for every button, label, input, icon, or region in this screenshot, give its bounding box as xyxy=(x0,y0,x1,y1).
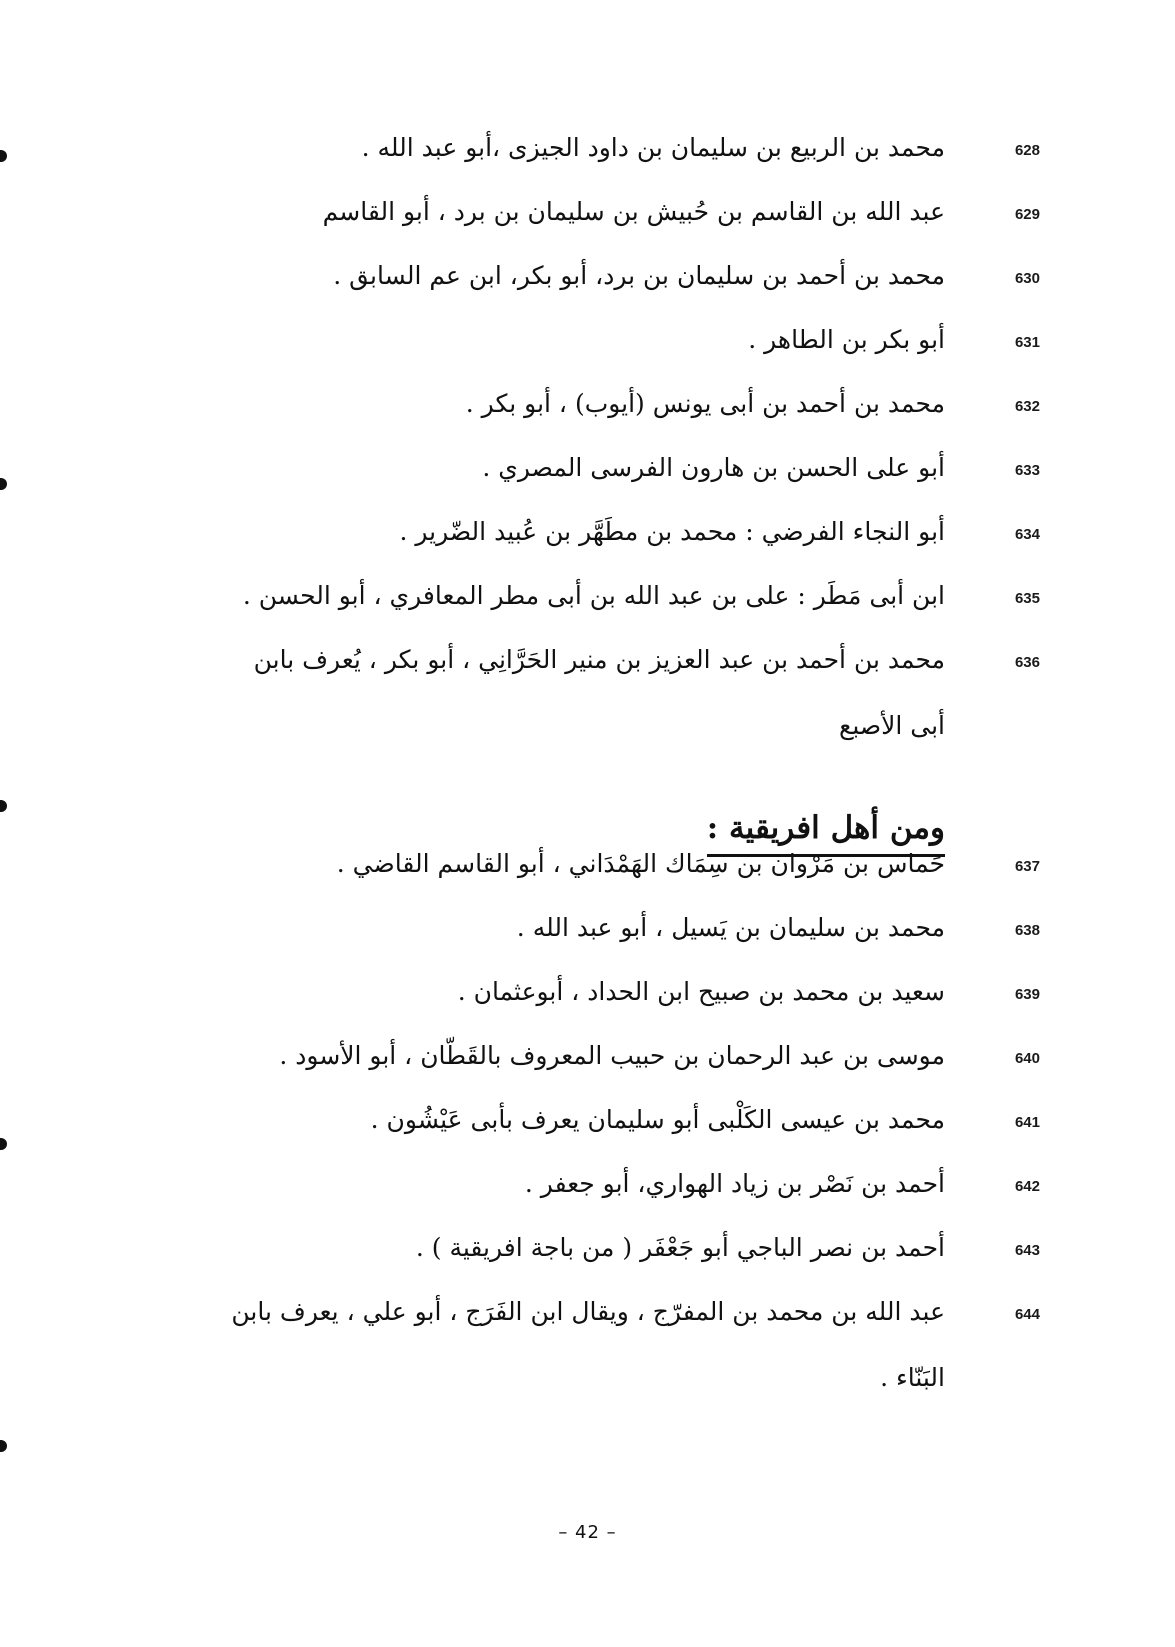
entry-630 xyxy=(0,250,1175,310)
entry-number: 640 xyxy=(1014,1050,1040,1067)
entry-text: أبو بكر بن الطاهر . xyxy=(748,325,945,354)
entry-643 xyxy=(0,1222,1175,1282)
entry-number: 635 xyxy=(1014,590,1040,607)
entry-number: 629 xyxy=(1014,206,1040,223)
entry-number: 641 xyxy=(1014,1114,1040,1131)
margin-mark xyxy=(0,1440,7,1452)
entry-text: محمد بن أحمد بن أبى يونس (أيوب) ، أبو بكر . xyxy=(465,389,945,418)
entry-text: أبو النجاء الفرضي : محمد بن مطَهَّر بن عُبيد الضّرير . xyxy=(399,517,945,546)
entry-639 xyxy=(0,966,1175,1026)
entry-text: حَماس بن مَرْوان بن سِمَاك الهَمْدَاني ، أبو القاسم القاضي . xyxy=(336,849,945,878)
entry-number: 630 xyxy=(1014,270,1040,287)
entry-number: 628 xyxy=(1014,142,1040,159)
entry-629 xyxy=(0,186,1175,246)
entry-642 xyxy=(0,1158,1175,1218)
entry-text: محمد بن عيسى الكَلْبى أبو سليمان يعرف بأبى عَيْشُون . xyxy=(370,1105,945,1134)
entry-638 xyxy=(0,902,1175,962)
entry-number: 643 xyxy=(1014,1242,1040,1259)
entry-636 xyxy=(0,634,1175,694)
entry-number: 639 xyxy=(1014,986,1040,1003)
entry-640 xyxy=(0,1030,1175,1090)
entry-number: 642 xyxy=(1014,1178,1040,1195)
entry-number: 638 xyxy=(1014,922,1040,939)
entry-631 xyxy=(0,314,1175,374)
entry-continuation: أبى الأصبع xyxy=(839,711,945,740)
entry-text: أبو على الحسن بن هارون الفرسى المصري . xyxy=(482,453,945,482)
entry-637 xyxy=(0,838,1175,898)
entry-632 xyxy=(0,378,1175,438)
entry-628 xyxy=(0,122,1175,182)
entry-text: محمد بن سليمان بن يَسيل ، أبو عبد الله . xyxy=(516,913,945,942)
entry-text: أحمد بن نَصْر بن زياد الهواري، أبو جعفر . xyxy=(524,1169,945,1198)
entry-continuation: البَنّاء . xyxy=(880,1363,945,1392)
margin-mark xyxy=(0,800,7,812)
entry-text: عبد الله بن محمد بن المفرّج ، ويقال ابن الفَرَج ، أبو علي ، يعرف بابن xyxy=(231,1297,945,1326)
page-number: – 42 – xyxy=(558,1522,617,1543)
entry-634 xyxy=(0,506,1175,566)
entry-number: 631 xyxy=(1014,334,1040,351)
entry-number: 636 xyxy=(1014,654,1040,671)
entry-text: محمد بن الربيع بن سليمان بن داود الجيزى ،أبو عبد الله . xyxy=(361,133,945,162)
entry-text: عبد الله بن القاسم بن حُبيش بن سليمان بن برد ، أبو القاسم xyxy=(322,197,945,226)
entry-635 xyxy=(0,570,1175,630)
entry-text: محمد بن أحمد بن عبد العزيز بن منير الحَرَّانِي ، أبو بكر ، يُعرف بابن xyxy=(253,645,945,674)
entry-number: 633 xyxy=(1014,462,1040,479)
entry-text: موسى بن عبد الرحمان بن حبيب المعروف بالقَطّان ، أبو الأسود . xyxy=(279,1041,945,1070)
entry-number: 632 xyxy=(1014,398,1040,415)
section-heading: ومن أهل افريقية : xyxy=(707,808,945,857)
entry-644 xyxy=(0,1286,1175,1346)
entry-641 xyxy=(0,1094,1175,1154)
entry-text: سعيد بن محمد بن صبيح ابن الحداد ، أبوعثمان . xyxy=(457,977,945,1006)
entry-text: أحمد بن نصر الباجي أبو جَعْفَر ( من باجة افريقية ) . xyxy=(415,1233,945,1262)
entry-text: محمد بن أحمد بن سليمان بن برد، أبو بكر، ابن عم السابق . xyxy=(333,261,945,290)
entry-633 xyxy=(0,442,1175,502)
entry-text: ابن أبى مَطَر : على بن عبد الله بن أبى مطر المعافري ، أبو الحسن . xyxy=(242,581,945,610)
entry-number: 634 xyxy=(1014,526,1040,543)
entry-number: 637 xyxy=(1014,858,1040,875)
entry-number: 644 xyxy=(1014,1306,1040,1323)
